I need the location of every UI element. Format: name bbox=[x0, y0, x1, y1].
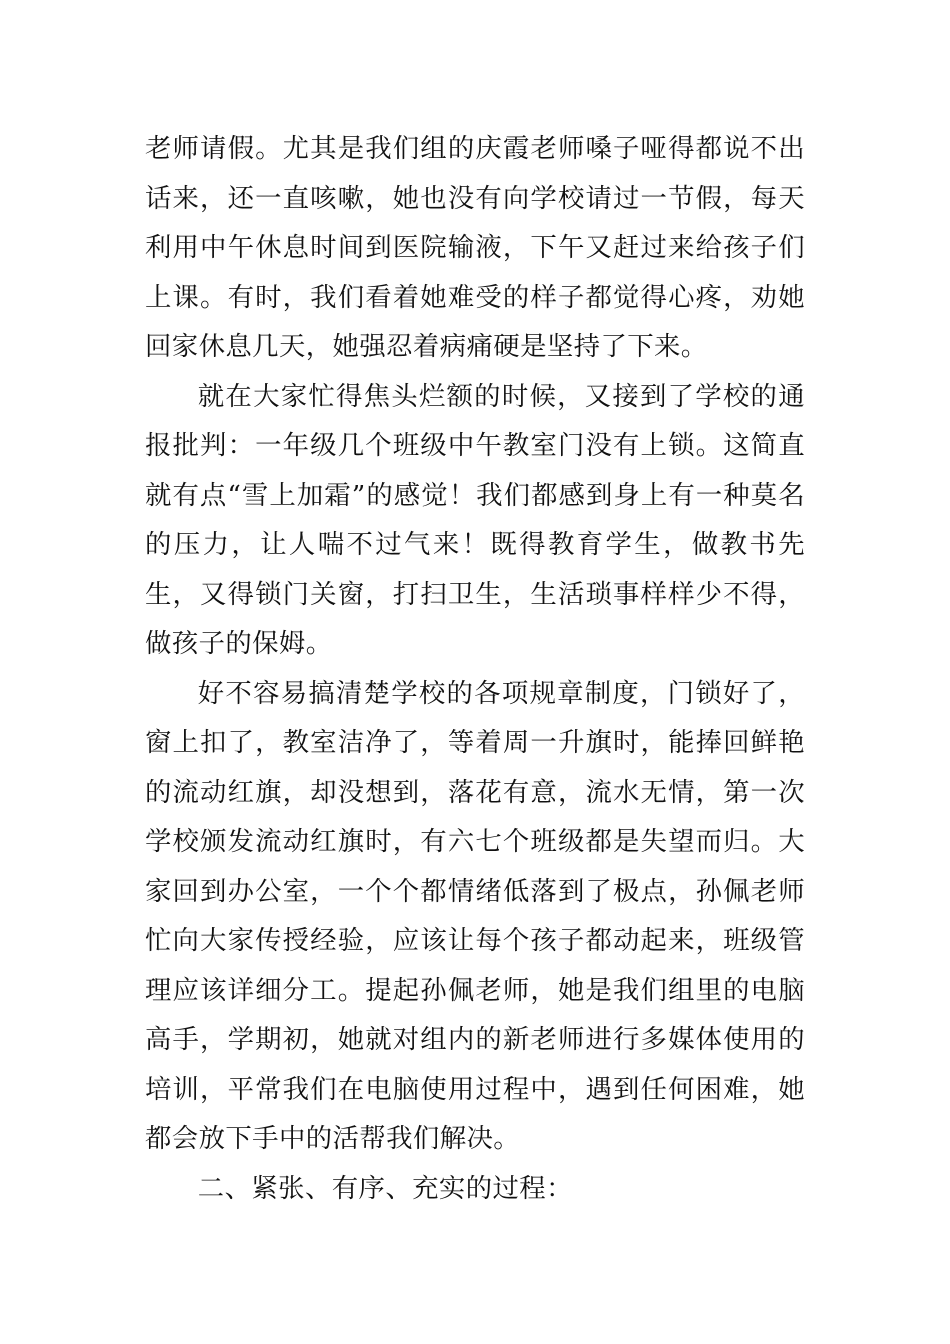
document-body bbox=[145, 124, 805, 1213]
section-heading: 二、紧张、有序、充实的过程： bbox=[197, 1172, 573, 1204]
paragraph-continued: 老师请假。尤其是我们组的庆霞老师嗓子哑得都说不出话来，还一直咳嗽，她也没有向学校请过一节假，每天利用中午休息时间到医院输液，下午又赶过来给孩子们上课。有时，我们看着她难受的样子都觉得心疼，劝她回家休息几天，她强忍着病痛硬是坚持了下来。 bbox=[145, 133, 805, 362]
paragraph: 就在大家忙得焦头烂额的时候，又接到了学校的通报批判：一年级几个班级中午教室门没有上锁。这简直就有点“雪上加霜”的感觉！我们都感到身上有一种莫名的压力，让人喘不过气来！既得教育学生，做教书先生，又得锁门关窗，打扫卫生，生活琐事样样少不得，做孩子的保姆。 bbox=[145, 380, 805, 659]
paragraph: 好不容易搞清楚学校的各项规章制度，门锁好了，窗上扣了，教室洁净了，等着周一升旗时，能捧回鲜艳的流动红旗，却没想到，落花有意，流水无情，第一次学校颁发流动红旗时，有六七个班级都是失望而归。大家回到办公室，一个个都情绪低落到了极点，孙佩老师忙向大家传授经验，应该让每个孩子都动起来，班级管理应该详细分工。提起孙佩老师，她是我们组里的电脑高手，学期初，她就对组内的新老师进行多媒体使用的培训，平常我们在电脑使用过程中，遇到任何困难，她都会放下手中的活帮我们解决。 bbox=[145, 677, 805, 1154]
